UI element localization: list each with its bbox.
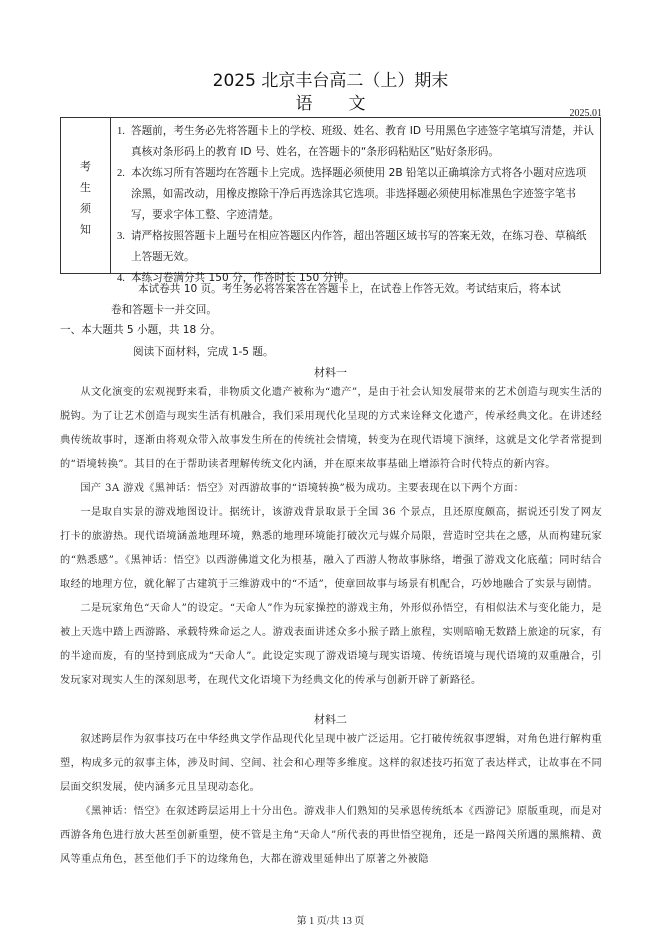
paragraph: 国产 3A 游戏《黑神话：悟空》对西游故事的“语境转换”极为成功。主要表现在以下两个方面： — [80, 483, 525, 494]
notice-label-char: 知 — [80, 222, 91, 236]
paragraph: 叙述跨层作为叙事技巧在中华经典文学作品现代化呈现中被广泛运用。它打破传统叙事逻辑，对角色进行解构重塑，构成多元的叙事主体，涉及时间、空间、社会和心理等多维度。这样的叙述技巧拓宽了表达样式，让故事在不同层面交织发展，使内涵多元且呈现动态化。 — [60, 734, 602, 793]
notice-label — [61, 118, 111, 273]
paragraph: 二是玩家角色“天命人”的设定。“天命人”作为玩家操控的游戏主角，外形似孙悟空，有相似法术与变化能力，是被上天选中踏上西游路、承载特殊命运之人。游戏表面讲述众多小猴子踏上旅程，实则暗喻无数踏上旅途的玩家，有的半途而废，有的坚持到底成为“天命人”。此设定实现了游戏语境与现实语境、传统语境与现代语境的双重融合，引发玩家对现实人生的深刻思考，在现代文化语境下为经典文化的传承与创新开辟了新路径。 — [60, 603, 602, 686]
notice-item — [117, 163, 594, 226]
notice-item — [117, 226, 594, 268]
notice-label-char: 生 — [80, 180, 91, 194]
material-1-body — [60, 381, 602, 693]
notice-item-number: 1. — [117, 126, 125, 137]
notice-item-number: 3. — [117, 231, 125, 242]
section-heading: 一、本大题共 5 小题，共 18 分。 — [60, 324, 221, 336]
subject-char: 语 — [295, 94, 313, 114]
material-2-title: 材料二 — [314, 713, 347, 726]
instructions-line-2: 卷和答题卡一并交回。 — [111, 304, 217, 316]
material-2-body — [60, 728, 602, 872]
subject-title — [0, 89, 661, 114]
notice-item-text: 本次练习所有答题均在答题卡上完成。选择题必须使用 2B 铅笔以正确填涂方式将各小题对应选项涂黑，如需改动，用橡皮擦除干净后再选涂其它选项。非选择题必须使用标准黑色字迹签字笔书写，要求字体工整、字迹清楚。 — [131, 167, 587, 221]
notice-item-number: 4. — [117, 273, 125, 284]
notice-item — [117, 121, 594, 163]
paragraph: 《黑神话：悟空》在叙述跨层运用上十分出色。游戏非人们熟知的吴承恩传统纸本《西游记》原版重现，而是对西游各角色进行放大甚至创新重塑，使不管是主角“天命人”所代表的再世悟空视角，还是一路闯关所遇的黑熊精、黄风等重点角色，甚至他们手下的边缘角色，大都在游戏里延伸出了原著之外被隐 — [60, 806, 602, 865]
material-1-title: 材料一 — [314, 366, 347, 379]
exam-title: 2025 北京丰台高二（上）期末 — [212, 71, 449, 91]
notice-label-char: 须 — [80, 201, 91, 215]
exam-date: 2025.01 — [569, 108, 602, 119]
notice-item-text: 答题前，考生务必先将答题卡上的学校、班级、姓名、教育 ID 号用黑色字迹签字笔填写清楚，并认真核对条形码上的教育 ID 号、姓名，在答题卡的“条形码粘贴区”贴好条形码。 — [131, 125, 594, 158]
notice-item-number: 2. — [117, 168, 125, 179]
candidate-notice-box — [60, 117, 601, 284]
reading-prompt: 阅读下面材料，完成 1-5 题。 — [133, 346, 274, 358]
notice-list — [111, 118, 600, 284]
paragraph: 从文化演变的宏观视野来看，非物质文化遗产被称为“遗产”，是由于社会认知发展带来的艺术创造与现实生活的脱钩。为了让艺术创造与现实生活有机融合，我们采用现代化呈现的方式来诠释文化遗产，传承经典文化。在讲述经典传统故事时，逐渐由将观众带入故事发生所在的传统社会情境，转变为在现代语境下演绎，这就是文化学者常提到的“语境转换”。其目的在于帮助读者理解传统文化内涵，并在原来故事基础上增添符合时代特点的新内容。 — [60, 387, 602, 470]
notice-item-text: 请严格按照答题卡上题号在相应答题区内作答，超出答题区域书写的答案无效，在练习卷、草稿纸上答题无效。 — [131, 230, 587, 263]
subject-char: 文 — [348, 94, 366, 114]
page-indicator: 第 1 页/共 13 页 — [296, 916, 365, 927]
notice-label-char: 考 — [80, 159, 91, 173]
notice-item-text: 本练习卷满分共 150 分，作答时长 150 分钟。 — [131, 272, 355, 284]
instructions-line-1: 本试卷共 10 页。考生务必将答案答在答题卡上，在试卷上作答无效。考试结束后，将本试 — [138, 283, 561, 295]
paragraph: 一是取自实景的游戏地图设计。据统计，该游戏背景取景于全国 36 个景点，且还原度颇高，据说还引发了网友打卡的旅游热。现代语境涵盖地理环境，熟悉的地理环境能打破次元与媒介局限，营造时空共在之感，从而构建玩家的“熟悉感”。《黑神话：悟空》以西游佛道文化为根基，融入了西游人物故事脉络，增强了游戏文化底蕴；同时结合取经的地理方位，就化解了古建筑于三维游戏中的“不适”，使章回故事与场景有机配合，巧妙地融合了实景与剧情。 — [60, 507, 602, 590]
